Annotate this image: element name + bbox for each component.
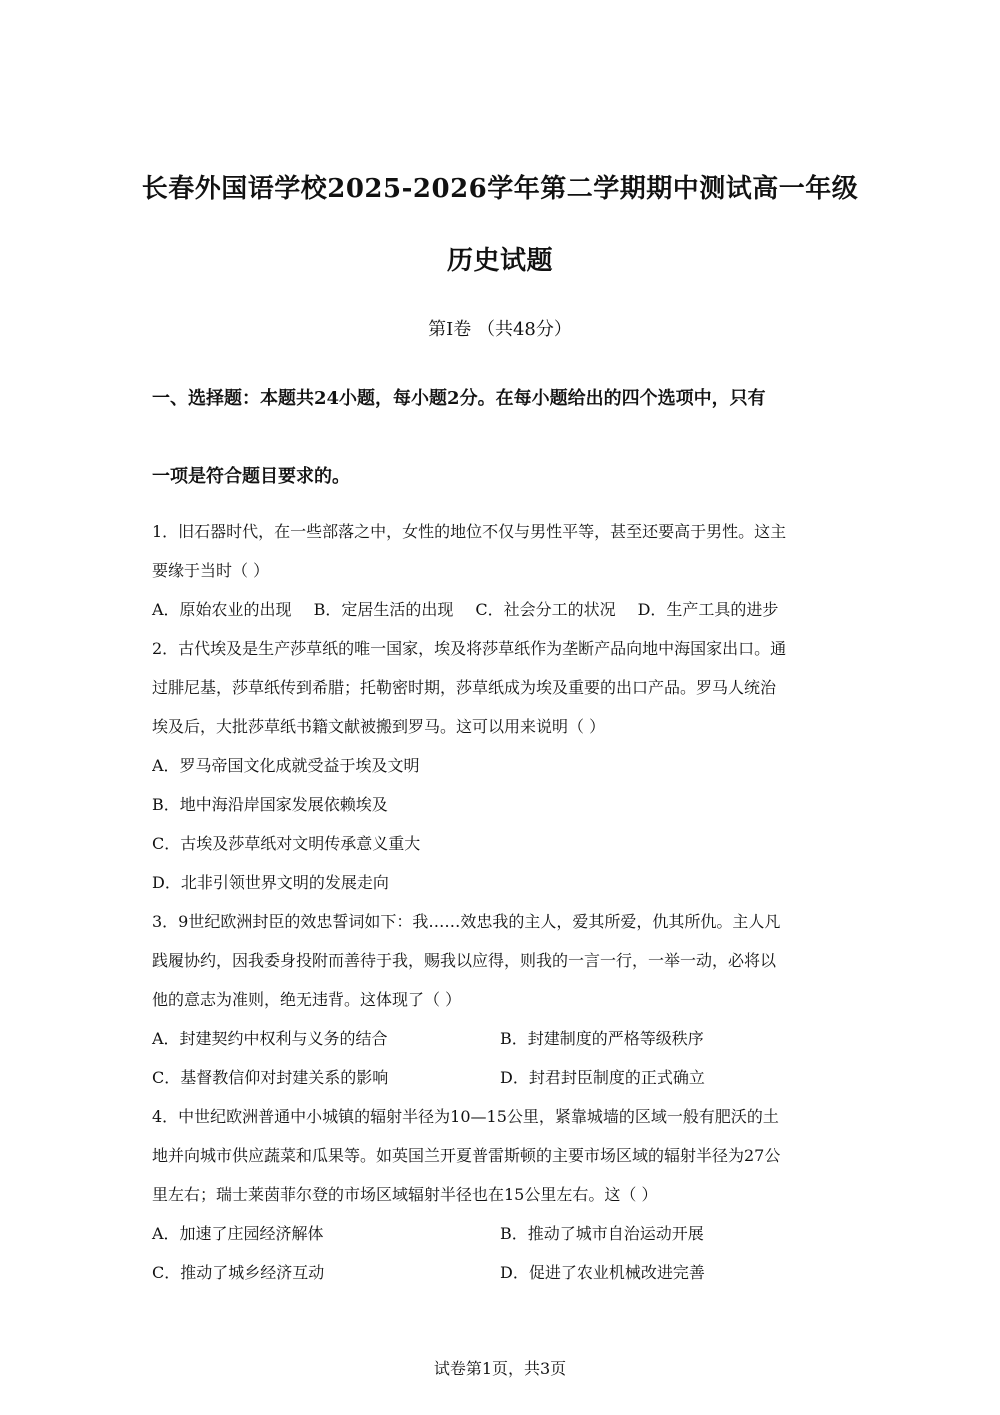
- page-footer: 试卷第1页，共3页: [433, 1359, 567, 1378]
- question-4-options-row1: [152, 1214, 852, 1253]
- question-3-option-a: A．封建契约中权利与义务的结合: [152, 1029, 388, 1048]
- question-3-options-row1: [152, 1019, 852, 1058]
- question-3-stem-line3: 他的意志为准则，绝无违背。这体现了（ ）: [152, 990, 462, 1009]
- question-4-options-row2: [152, 1253, 852, 1292]
- question-1-options: [152, 590, 852, 629]
- question-2-stem-line1: 2．古代埃及是生产莎草纸的唯一国家，埃及将莎草纸作为垄断产品向地中海国家出口。通: [152, 639, 787, 658]
- question-1-stem-line2: 要缘于当时（ ）: [152, 561, 270, 580]
- question-1-option-c: C．社会分工的状况: [475, 600, 616, 619]
- volume-heading: 第Ⅰ卷 （共48分）: [428, 319, 572, 340]
- question-4-option-d: D．促进了农业机械改进完善: [500, 1263, 705, 1282]
- question-3-option-c: C．基督教信仰对封建关系的影响: [152, 1068, 389, 1087]
- question-1-option-a: A．原始农业的出现: [152, 600, 292, 619]
- question-4-stem-line1: 4．中世纪欧洲普通中小城镇的辐射半径为10—15公里，紧靠城墙的区域一般有肥沃的土: [152, 1107, 779, 1126]
- exam-title: 长春外国语学校2025-2026学年第二学期期中测试高一年级: [141, 174, 859, 204]
- question-2-stem-line2: 过腓尼基，莎草纸传到希腊；托勒密时期，莎草纸成为埃及重要的出口产品。罗马人统治: [152, 678, 777, 697]
- question-3-option-d: D．封君封臣制度的正式确立: [500, 1068, 705, 1087]
- question-1-stem-line1: 1．旧石器时代，在一些部落之中，女性的地位不仅与男性平等，甚至还要高于男性。这主: [152, 522, 787, 541]
- question-2-option-c: C．古埃及莎草纸对文明传承意义重大: [152, 834, 421, 853]
- question-4-stem-line3: 里左右；瑞士莱茵菲尔登的市场区域辐射半径也在15公里左右。这（ ）: [152, 1185, 658, 1204]
- question-3-options-row2: [152, 1058, 852, 1097]
- question-4-option-a: A．加速了庄园经济解体: [152, 1224, 324, 1243]
- question-4-option-c: C．推动了城乡经济互动: [152, 1263, 325, 1282]
- question-3-option-b: B．封建制度的严格等级秩序: [500, 1029, 704, 1048]
- question-4-option-b: B．推动了城市自治运动开展: [500, 1224, 704, 1243]
- question-3-stem-line1: 3．9世纪欧洲封臣的效忠誓词如下：我……效忠我的主人，爱其所爱，仇其所仇。主人凡: [152, 912, 781, 931]
- question-4-stem-line2: 地并向城市供应蔬菜和瓜果等。如英国兰开夏普雷斯顿的主要市场区域的辐射半径为27公: [152, 1146, 781, 1165]
- section-instruction-line2: 一项是符合题目要求的。: [152, 466, 350, 487]
- section-instruction-line1: 一、选择题：本题共24小题，每小题2分。在每小题给出的四个选项中，只有: [152, 388, 766, 409]
- question-3-stem-line2: 践履协约，因我委身投附而善待于我，赐我以应得，则我的一言一行，一举一动，必将以: [152, 951, 777, 970]
- question-2-stem-line3: 埃及后，大批莎草纸书籍文献被搬到罗马。这可以用来说明（ ）: [152, 717, 606, 736]
- question-1-option-b: B．定居生活的出现: [313, 600, 454, 619]
- question-1-option-d: D．生产工具的进步: [637, 600, 779, 619]
- question-2-option-b: B．地中海沿岸国家发展依赖埃及: [152, 795, 388, 814]
- exam-subject-title: 历史试题: [446, 246, 553, 276]
- questions-body: [152, 512, 852, 1292]
- question-2-option-d: D．北非引领世界文明的发展走向: [152, 873, 389, 892]
- question-2-option-a: A．罗马帝国文化成就受益于埃及文明: [152, 756, 420, 775]
